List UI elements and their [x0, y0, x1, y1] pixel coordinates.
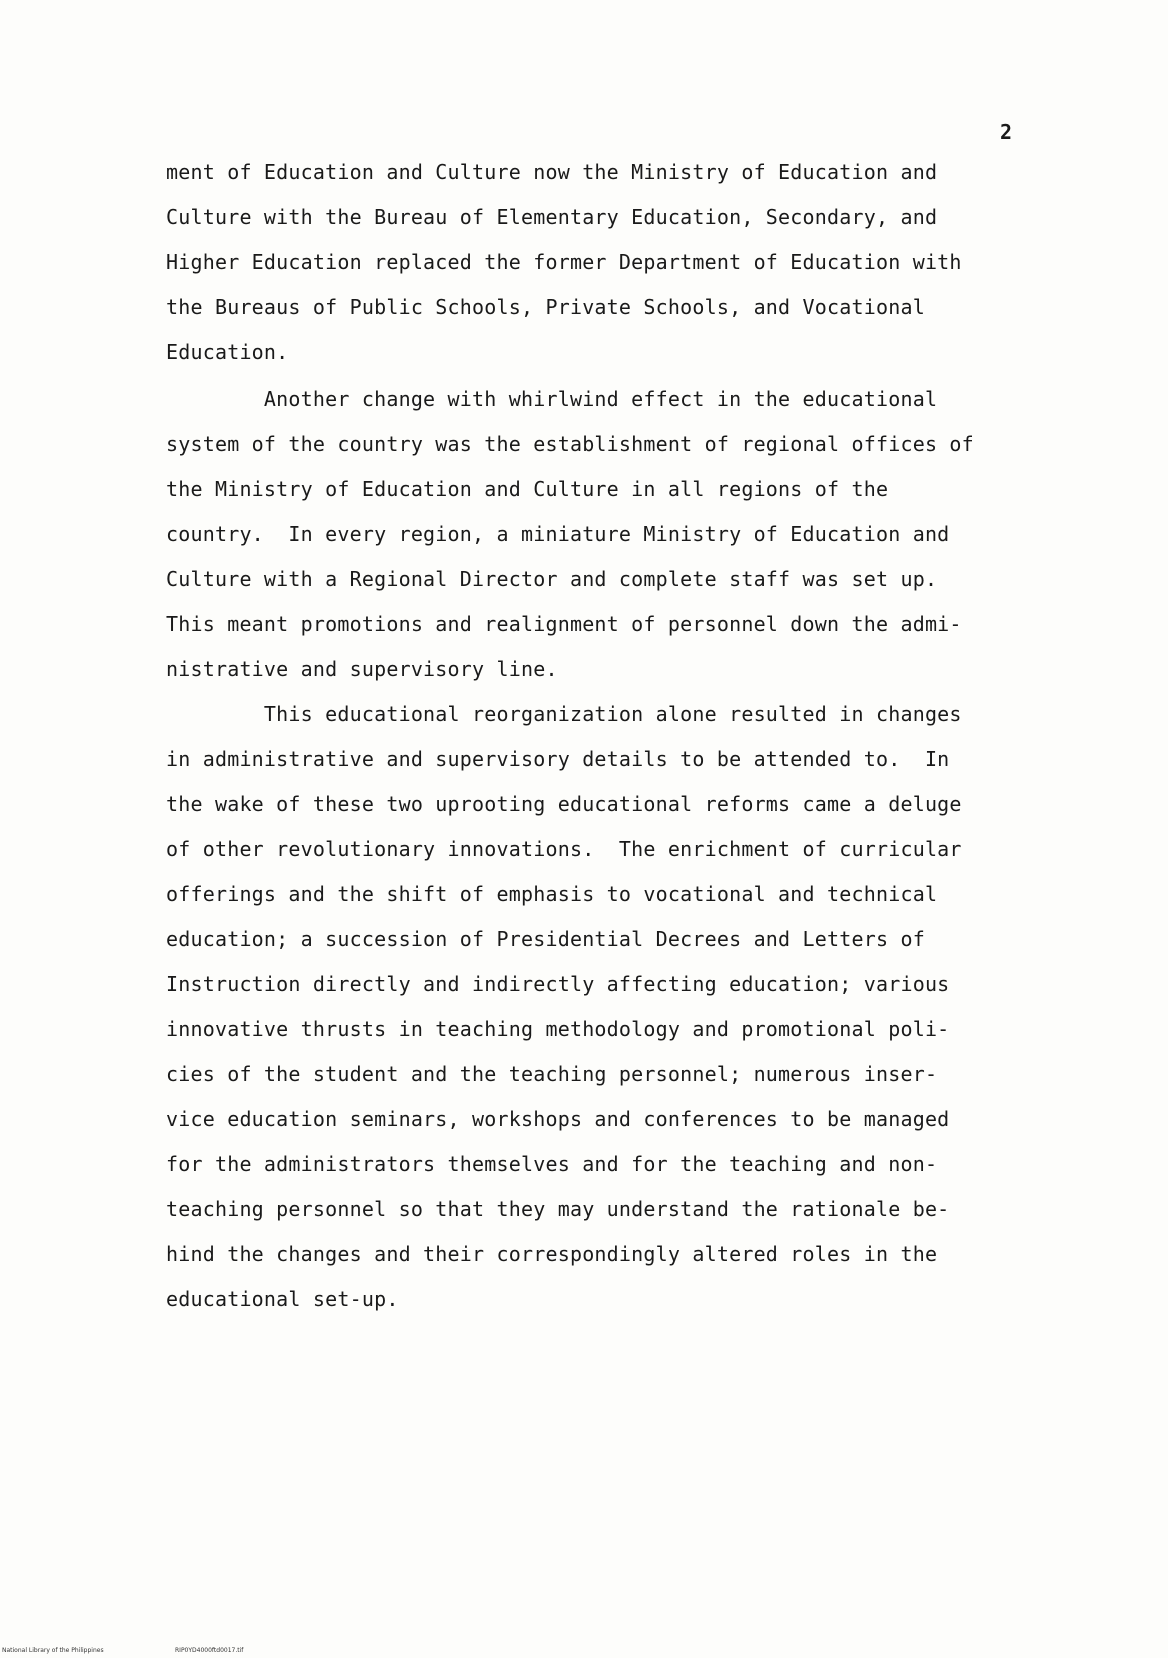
- footer-file-label: RIP0YD4000ftd0017.tif: [175, 1647, 244, 1654]
- text-line: Culture with the Bureau of Elementary Education, Secondary, and: [166, 205, 938, 229]
- text-line: ment of Education and Culture now the Ministry of Education and: [166, 160, 938, 184]
- text-line: educational set-up.: [166, 1287, 399, 1311]
- text-line: Another change with whirlwind effect in the educational: [166, 387, 938, 411]
- text-line: nistrative and supervisory line.: [166, 657, 558, 681]
- text-line: cies of the student and the teaching personnel; numerous inser-: [166, 1062, 938, 1086]
- text-line: system of the country was the establishment of regional offices of: [166, 432, 974, 456]
- text-line: This educational reorganization alone resulted in changes: [166, 702, 962, 726]
- text-line: teaching personnel so that they may understand the rationale be-: [166, 1197, 950, 1221]
- text-line: This meant promotions and realignment of personnel down the admi-: [166, 612, 962, 636]
- text-line: education; a succession of Presidential Decrees and Letters of: [166, 927, 925, 951]
- text-line: offerings and the shift of emphasis to vocational and technical: [166, 882, 938, 906]
- text-line: Culture with a Regional Director and complete staff was set up.: [166, 567, 938, 591]
- footer-library-label: National Library of the Philippines: [2, 1647, 104, 1654]
- text-line: Higher Education replaced the former Department of Education with: [166, 250, 962, 274]
- text-line: hind the changes and their correspondingly altered roles in the: [166, 1242, 938, 1266]
- text-line: Instruction directly and indirectly affecting education; various: [166, 972, 950, 996]
- text-line: of other revolutionary innovations. The enrichment of curricular: [166, 837, 962, 861]
- text-line: country. In every region, a miniature Ministry of Education and: [166, 522, 950, 546]
- text-line: vice education seminars, workshops and conferences to be managed: [166, 1107, 950, 1131]
- text-line: Education.: [166, 340, 289, 364]
- page-number: 2: [1000, 120, 1013, 144]
- text-line: innovative thrusts in teaching methodology and promotional poli-: [166, 1017, 950, 1041]
- text-line: the Ministry of Education and Culture in all regions of the: [166, 477, 889, 501]
- text-line: for the administrators themselves and for the teaching and non-: [166, 1152, 938, 1176]
- text-line: the wake of these two uprooting educational reforms came a deluge: [166, 792, 962, 816]
- text-line: the Bureaus of Public Schools, Private Schools, and Vocational: [166, 295, 925, 319]
- text-line: in administrative and supervisory details to be attended to. In: [166, 747, 950, 771]
